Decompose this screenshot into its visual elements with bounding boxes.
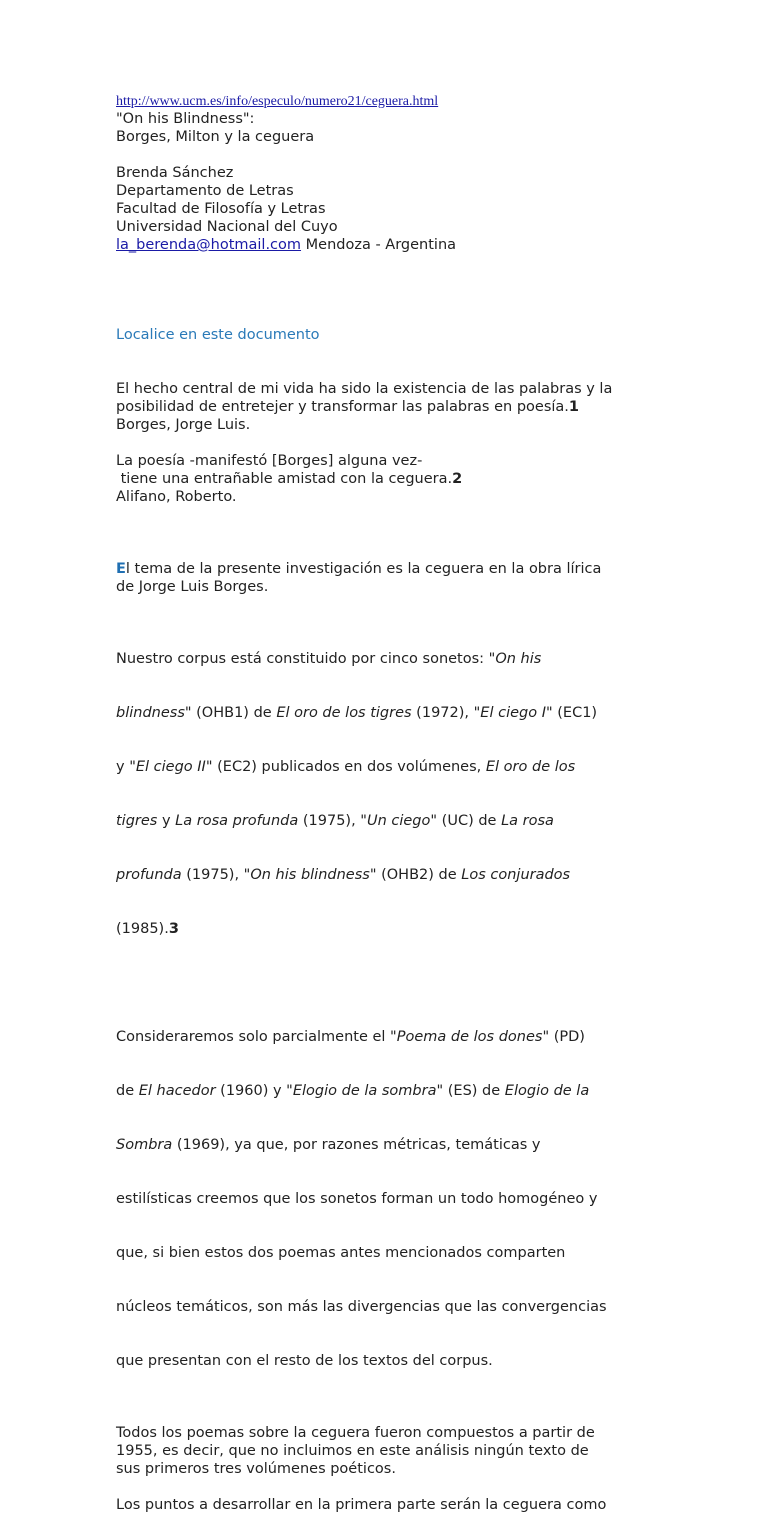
epigraph-1-author: Borges, Jorge Luis. [116, 417, 251, 433]
source-url-link[interactable]: http://www.ucm.es/info/especulo/numero21/ceguera.html [116, 94, 439, 109]
epigraph-1-line-1: El hecho central de mi vida ha sido la existencia de las palabras y la [116, 381, 613, 397]
paragraph-5: Los puntos a desarrollar en la primera parte serán la ceguera como [116, 1497, 607, 1513]
epigraph-2-line-2: tiene una entrañable amistad con la ceguera.2 [116, 471, 463, 487]
paragraph-2: Nuestro corpus está constituido por cinco sonetos: "On his blindness" (OHB1) de El oro de los tigres (1972), "El ciego I" (EC1) y "El ciego II" (EC2) publicados en dos volúmenes, El oro de los tigres y La rosa profunda (1975), "Un ciego" (UC) de La rosa profunda (1975), "On his blindness" (OHB2) de Los conjurados (1985).3 [116, 651, 598, 937]
epigraph-2-line-1: La poesía -manifestó [Borges] alguna vez- [116, 453, 423, 469]
epigraph-1 [116, 380, 656, 434]
document-page [116, 93, 656, 1514]
title-line-2: Borges, Milton y la ceguera [116, 129, 315, 145]
epigraph-2 [116, 452, 656, 506]
author-contact [116, 236, 656, 254]
footnote-ref-1[interactable]: 1 [568, 399, 579, 415]
author-email-link[interactable]: la_berenda@hotmail.com [116, 237, 302, 253]
locate-in-document-link[interactable]: Localice en este documento [116, 327, 320, 343]
author-faculty: Facultad de Filosofía y Letras [116, 201, 326, 217]
footnote-ref-3[interactable]: 3 [168, 921, 179, 937]
drop-cap: E [116, 561, 126, 577]
paragraph-4: Todos los poemas sobre la ceguera fueron compuestos a partir de 1955, es decir, que no incluimos en este análisis ningún texto de sus primeros tres volúmenes poéticos. [116, 1425, 595, 1477]
epigraph-1-line-2: posibilidad de entretejer y transformar las palabras en poesía.1 [116, 399, 579, 415]
paragraph-3: Consideraremos solo parcialmente el "Poema de los dones" (PD) de El hacedor (1960) y "Elogio de la sombra" (ES) de Elogio de la Sombra (1969), ya que, por razones métricas, temáticas y estilísticas creemos que los sonetos forman un todo homogéneo y que, si bien estos dos poemas antes mencionados comparten núcleos temáticos, son más las divergencias que las convergencias que presentan con el resto de los textos del corpus. [116, 1029, 607, 1369]
author-name: Brenda Sánchez [116, 165, 234, 181]
paragraph-1-line-1: El tema de la presente investigación es la ceguera en la obra lírica [116, 561, 602, 577]
paragraph-1-line-2: de Jorge Luis Borges. [116, 579, 269, 595]
author-department: Departamento de Letras [116, 183, 294, 199]
footnote-ref-2[interactable]: 2 [452, 471, 463, 487]
title-line-1: "On his Blindness": [116, 111, 255, 127]
epigraph-2-author: Alifano, Roberto. [116, 489, 237, 505]
author-university: Universidad Nacional del Cuyo [116, 219, 338, 235]
paragraph-1 [116, 560, 656, 596]
author-location: Mendoza - Argentina [301, 237, 457, 253]
